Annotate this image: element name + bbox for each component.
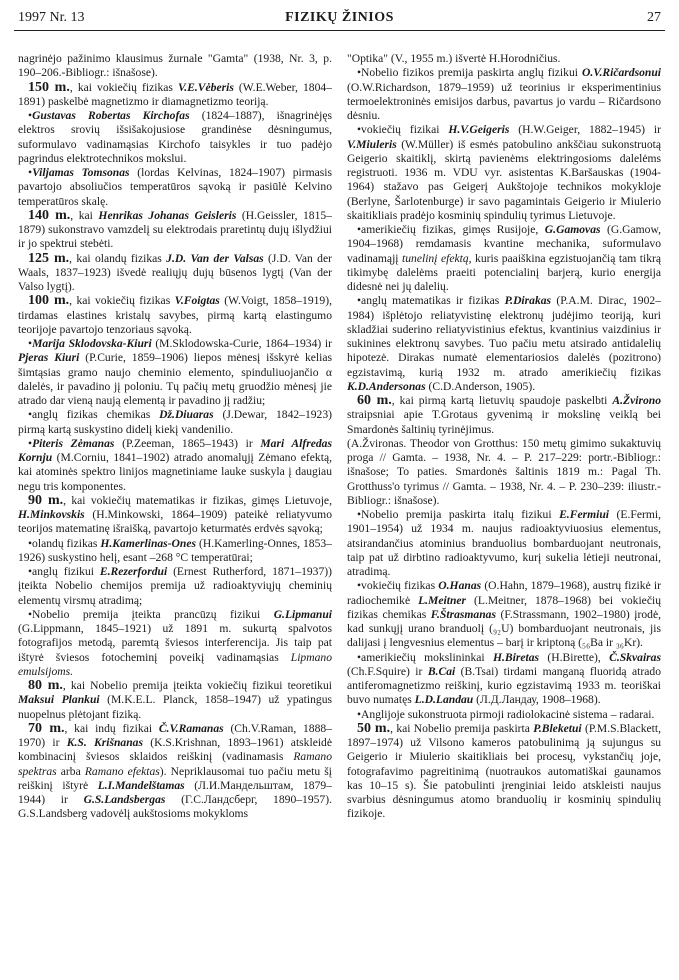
person-name: H.Minkovskis bbox=[18, 508, 85, 521]
anniversary-heading: 140 m. bbox=[28, 207, 71, 223]
text-run: , kuris paaiškina egzistuojančią tam tikrą tikimybę dalelėms praeiti potencialinį barjerą, kurio energija didesnė nei jų dalelių. bbox=[347, 251, 661, 293]
text-run: (L.Meitner, 1878–1968) bei vokiečių fizikas chemikas bbox=[347, 593, 661, 621]
text-run: arba bbox=[56, 764, 85, 778]
issue-label: 1997 Nr. 13 bbox=[18, 10, 85, 25]
person-name: V.E.Vėberis bbox=[178, 80, 234, 94]
page-number: 27 bbox=[647, 10, 661, 25]
person-name: L.I.Mandelštamas bbox=[97, 778, 185, 792]
text-run: (O.Hahn, 1879–1968), austrų fizikė ir radiochemikė bbox=[347, 579, 661, 607]
person-name: Č.V.Ramanas bbox=[158, 721, 224, 735]
person-name: Piteris Zėmanas bbox=[32, 436, 115, 450]
text-run: (J.D. Van der Waals, 1837–1923) išvedė realiųjų dujų būsenos lygtį (Van der Valso lygtį). bbox=[18, 251, 332, 293]
person-name: O.V.Ričardsonui bbox=[581, 66, 661, 80]
paragraph bbox=[347, 579, 661, 650]
paragraph bbox=[18, 294, 332, 337]
text-run: Ramano efektas bbox=[84, 764, 160, 778]
anniversary-heading: 100 m. bbox=[28, 293, 70, 309]
text-run: •vokiečių fizikai bbox=[357, 123, 449, 137]
person-name: Pjeras Kiuri bbox=[18, 351, 80, 365]
person-name: L.Meitner bbox=[418, 593, 467, 607]
paragraph bbox=[18, 109, 332, 166]
person-name: H.Kamerlinas-Ones bbox=[100, 536, 197, 550]
person-name: B.Cai bbox=[427, 664, 456, 678]
paragraph bbox=[347, 708, 661, 722]
person-name: F.Štrasmanas bbox=[430, 607, 496, 621]
paragraph bbox=[18, 209, 332, 252]
text-run: , kai vokiečių fizikas bbox=[69, 80, 179, 94]
paragraph bbox=[18, 537, 332, 566]
text-run: •vokiečių fizikas bbox=[357, 579, 439, 593]
person-name: E.Rezerfordui bbox=[99, 565, 168, 578]
text-run: (B.Tsai) tirdami manganą fluoridą atrado antiferomagnetizmo reiškinį, kurio egzistavimą 1933 m. teoriškai buvo numatęs bbox=[347, 664, 661, 707]
text-run: (W.Voigt, 1858–1919), tirdamas elastines kristalų savybes, pirmą kartą elastingumo teorijoje pavartojo tenzoriaus sąvoką. bbox=[18, 294, 332, 336]
person-name: K.S. Krišnanas bbox=[66, 736, 143, 749]
paragraph bbox=[18, 81, 332, 110]
person-name: V.Miuleris bbox=[347, 137, 397, 151]
text-run: • bbox=[28, 436, 33, 450]
person-name: Maksui Plankui bbox=[18, 693, 100, 707]
paragraph bbox=[347, 52, 661, 66]
paragraph bbox=[347, 294, 661, 394]
text-run: ). Nepriklausomai tuo pačiu metu šį reiškinį ištyrė bbox=[18, 764, 332, 792]
paragraph bbox=[347, 722, 661, 822]
person-name: Mari Alfredas Kornju bbox=[18, 436, 332, 464]
person-name: O.Hanas bbox=[438, 579, 482, 593]
text-run: tunelinį efektą bbox=[402, 251, 469, 265]
text-run: (P.Curie, 1859–1906) liepos mėnesį išskyrė kelias šimtąsias gramo naujo cheminio elemento, spinduliuojančio α dalelės, ir pavadino jį poloniu. Tų pačių metų gruodžio mėnesį jie atrado dar vieną naują elementą ir pavadino jį radžiu; bbox=[18, 351, 332, 407]
paragraph bbox=[18, 565, 332, 608]
text-run: •anglų matematikas ir fizikas bbox=[357, 294, 505, 308]
anniversary-heading: 90 m. bbox=[28, 492, 64, 508]
person-name: G.Gamovas bbox=[544, 223, 601, 236]
paragraph bbox=[347, 394, 661, 508]
text-run: (H.Geissler, 1815–1879) sukonstravo vamzdelį su elektrodais praretintų dujų išlydžiui ir jo spektrui stebėti. bbox=[18, 208, 332, 251]
text-run: (M.K.E.L. Planck, 1858–1947) už ypatingus nuopelnus plėtojant fiziką. bbox=[18, 693, 332, 721]
paragraph bbox=[18, 608, 332, 679]
anniversary-heading: 60 m. bbox=[357, 393, 392, 408]
text-run: straipsniai apie T.Grotaus gyvenimą ir mokslinę veiklą bei Smardonės šaltinių tyrinėjimus. bbox=[347, 408, 661, 436]
paragraph bbox=[18, 437, 332, 494]
person-name: A.Žvirono bbox=[612, 394, 661, 407]
text-run: •Anglijoje sukonstruota pirmoji radiolokacinė sistema – radarai. bbox=[357, 707, 655, 721]
text-run: (1824–1887), išnagrinėjęs elektros srovių išsišakojusiose grandinėse dėsningumus, suformulavo vadinamąsias Kirchofo taisykles ir tuo padėjo pagrindus elektrotechnikos mokslui. bbox=[18, 109, 332, 165]
person-name: Dž.Diuaras bbox=[159, 408, 214, 422]
text-run: (P.A.M. Dirac, 1902–1984) išplėtojo reliatyvistinę elektronų judėjimo teoriją, kuri skladžiai suderino reliatyvistinius efektus, kvantinius vaizdinius ir sukinines elektronų savybes. Tuo pačiu metu atsirado antidalelių hipotezė. Dirakas numatė elementariosios dalelės (pozitrono) egzistavimą, kurią 1932 m. atrado amerikiečių fizikas bbox=[347, 294, 661, 379]
person-name: Henrikas Johanas Geisleris bbox=[98, 208, 237, 222]
text-run: (Ch.F.Squire) ir bbox=[347, 664, 428, 678]
text-run: (W.E.Weber, 1804–1891) paskelbė magnetizmo ir diamagnetizmo teoriją. bbox=[18, 80, 332, 108]
text-run: , kai Nobelio premija įteikta vokiečių fizikui teoretikui bbox=[62, 679, 332, 692]
text-run: (H.Kamerling-Onnes, 1853–1926) suskystino helį, esant –268 °C temperatūrai; bbox=[18, 536, 332, 564]
text-run: (H.Birette), bbox=[539, 650, 610, 664]
text-run: • bbox=[28, 109, 33, 122]
anniversary-heading: 80 m. bbox=[28, 678, 63, 693]
person-name: Č.Skvairas bbox=[609, 650, 661, 664]
person-name: P.Dirakas bbox=[504, 294, 552, 308]
paragraph bbox=[18, 494, 332, 537]
text-run: • bbox=[28, 337, 33, 350]
person-name: H.V.Geigeris bbox=[448, 123, 510, 137]
paragraph bbox=[18, 679, 332, 722]
paragraph bbox=[18, 166, 332, 209]
paragraph bbox=[347, 123, 661, 223]
paragraph bbox=[18, 337, 332, 408]
paragraph bbox=[18, 52, 332, 81]
text-run: (O.W.Richardson, 1879–1959) už teorinius ir eksperimentinius termoelektroninės emisijos darbus, pavartus jo vardu – Ričardsono dėsniu. bbox=[347, 80, 661, 122]
text-run: (Л.И.Мандельштам, 1879–1944) ir bbox=[18, 778, 332, 806]
text-run: (G.Gamow, 1904–1968) remdamasis kvantine mechanika, suformulavo vadinamąjį bbox=[347, 223, 661, 265]
text-run: (M.Sklodowska-Curie, 1864–1934) ir bbox=[151, 337, 332, 350]
text-run: (Ernest Rutherford, 1871–1937)) įteikta Nobelio chemijos premija už radioaktyviųjų cheminių elementų virsmų atradimą; bbox=[18, 565, 332, 607]
person-name: Marija Sklodovska-Kiuri bbox=[32, 337, 152, 350]
paragraph bbox=[347, 66, 661, 123]
paragraph bbox=[18, 722, 332, 822]
text-run: , kai indų fizikai bbox=[64, 721, 159, 735]
text-run: •Nobelio fizikos premija paskirta anglų fizikui bbox=[357, 66, 582, 80]
text-run: Lipmano emulsijoms. bbox=[18, 650, 332, 678]
paragraph bbox=[347, 508, 661, 579]
text-run: •olandų fizikas bbox=[28, 536, 101, 550]
text-run: (A.Žvironas. Theodor von Grotthus: 150 metų gimimo sukaktuvių proga // Gamta. – 1938, Nr. 4. – P. 217–229: portr.-Bibliogr.: išnašose; To paties. Smardonės šaltinis 1819 m.: Pagal Th. Grotthuss'o tyrimus // Gamta. – 1938, Nr. 4. – P. 230–239: iliustr.-Bibliogr.: išnašose). bbox=[347, 436, 661, 507]
text-run: (J.Dewar, 1842–1923) pirmą kartą suskystino didelį kiekį vandenilio. bbox=[18, 408, 332, 436]
text-run: "Optika" (V., 1955 m.) išvertė H.Horodničius. bbox=[347, 52, 561, 65]
text-run: (G.Lippmann, 1845–1921) už 1891 m. sukurtą spalvotos fotografijos metodą, paremtą šviesos interferencija. Jis taip pat ištyrė šviesos fotocheminį poveikį vadinamąsias bbox=[18, 622, 332, 664]
person-name: G.S.Landsbergas bbox=[83, 793, 166, 806]
anniversary-heading: 50 m. bbox=[357, 720, 391, 736]
person-name: H.Biretas bbox=[492, 650, 540, 664]
text-run: Ramano spektras bbox=[18, 750, 332, 778]
person-name: E.Fermiui bbox=[559, 508, 610, 521]
text-run: • bbox=[28, 166, 33, 179]
text-run: , kai olandų fizikas bbox=[69, 251, 167, 265]
text-run: , kai vokiečių fizikas bbox=[69, 294, 175, 308]
person-name: Viljamas Tomsonas bbox=[32, 166, 130, 179]
text-run: (F.Strassmann, 1902–1980) įrodė, kad sunkųjį urano branduolį (₉₂U) bombarduojant neutronais, jis dalijasi į lengvesnius elementus – barį ir kriptoną (₅₆Ba ir ₃₆Kr). bbox=[347, 607, 661, 650]
text-run: , kai Nobelio premija paskirta bbox=[390, 721, 534, 735]
anniversary-heading: 125 m. bbox=[28, 250, 70, 266]
person-name: K.D.Andersonas bbox=[347, 379, 426, 393]
left-column bbox=[18, 52, 332, 974]
anniversary-heading: 70 m. bbox=[28, 720, 65, 736]
text-run: (P.Zeeman, 1865–1943) ir bbox=[114, 436, 261, 450]
text-run: •anglų fizikas chemikas bbox=[28, 408, 160, 422]
text-run: •amerikiečių mokslininkai bbox=[357, 650, 493, 664]
person-name: G.Lipmanui bbox=[273, 607, 332, 621]
paragraph bbox=[347, 651, 661, 708]
text-run: , kai vokiečių matematikas ir fizikas, gimęs Lietuvoje, bbox=[63, 493, 332, 507]
text-run: •anglų fizikui bbox=[28, 565, 100, 578]
person-name: V.Foigtas bbox=[174, 294, 220, 308]
anniversary-heading: 150 m. bbox=[28, 79, 70, 95]
right-column bbox=[347, 52, 661, 974]
text-run: , kai pirmą kartą lietuvių spaudoje paskelbti bbox=[391, 394, 613, 407]
text-run: (M.Corniu, 1841–1902) atrado anomalųjį Zėmano efektą, kai atominės spektro linijos magnetiniame lauke suskyla į daugiau negu tris komponentes. bbox=[18, 451, 332, 493]
text-run: nagrinėjo pažinimo klausimus žurnale "Gamta" (1938, Nr. 3, p. 190–206.-Bibliogr.: išnašose). bbox=[18, 52, 332, 80]
article-body bbox=[18, 52, 661, 974]
text-run: •Nobelio premija įteikta prancūzų fizikui bbox=[28, 607, 274, 621]
text-run: (K.S.Krishnan, 1893–1961) atskleidė kombinacinį šviesos sklaidos reiškinį (vadinamasis bbox=[18, 736, 332, 764]
journal-title: FIZIKŲ ŽINIOS bbox=[285, 10, 394, 25]
text-run: (E.Fermi, 1901–1954) už 1934 m. naujus radioaktyviuosius elementus, atsirandančius atominius branduolius bombarduojant neutronais, taip pat už dirbtino radioaktyvumo, kurį sukelia lėtieji neutronai, atradimą. bbox=[347, 508, 661, 578]
person-name: J.D. Van der Valsas bbox=[166, 251, 264, 265]
text-run: (W.Müller) iš esmės patobulino ankščiau sukonstruotą Geigerio skaitiklį, skirtą pavienėms elektringosioms dalelėms registruoti. 1936 m. VDU vyr. asistentas K.Baršauskas (1904-1964) stažavo pas Geigerį Aukštojoje technikos mokykloje (Berlyne, Šarlotenburge) ir savo pagamintais Geigerio ir Miulerio skaitikliais pradėjo kosminių spindulių tyrimus Lietuvoje. bbox=[347, 137, 661, 222]
text-run: , kai bbox=[70, 208, 99, 222]
text-run: (lordas Kelvinas, 1824–1907) pirmasis pavartojo absoliučios temperatūros sąvoką ir pasiūlė Kelvino temperatūros skalę. bbox=[18, 166, 332, 208]
person-name: P.Bleketui bbox=[533, 721, 582, 735]
text-run: •amerikiečių fizikas, gimęs Rusijoje, bbox=[357, 223, 545, 236]
person-name: Gustavas Robertas Kirchofas bbox=[32, 109, 190, 122]
text-run: (Ch.V.Raman, 1888–1970) ir bbox=[18, 721, 332, 749]
text-run: (C.D.Anderson, 1905). bbox=[425, 379, 536, 393]
text-run: •Nobelio premija paskirta italų fizikui bbox=[357, 508, 560, 521]
paragraph bbox=[18, 408, 332, 437]
text-run: (H.Minkowski, 1864–1909) pateikė reliatyvumo teorijos matematinę išraišką, pavartojo keturmatės erdvės sąvoką; bbox=[18, 508, 332, 536]
text-run: (Г.С.Ландсберг, 1890–1957). G.S.Landsberg vadovėlį aukštosioms mokykloms bbox=[18, 793, 332, 821]
text-run: (Л.Д.Ландау, 1908–1968). bbox=[473, 693, 601, 707]
paragraph bbox=[347, 223, 661, 294]
page-header bbox=[14, 6, 665, 31]
paragraph bbox=[18, 252, 332, 295]
text-run: (H.W.Geiger, 1882–1945) ir bbox=[509, 123, 661, 137]
text-run: (P.M.S.Blackett, 1897–1974) už Vilsono kameros patobulinimą ją sujungus su Geigerio ir Miulerio skaitikliais bei procesų, vykstančių joje, fotografavimo pagreitinimą (nuotraukos automatiškai gaunamos kas 10–15 s). Šie patobulinti įrenginiai leido atskleisti naujus svarbius dėsningumus atomo branduolių ir kosminių spindulių fizikoje. bbox=[347, 721, 661, 821]
person-name: L.D.Landau bbox=[414, 693, 474, 707]
